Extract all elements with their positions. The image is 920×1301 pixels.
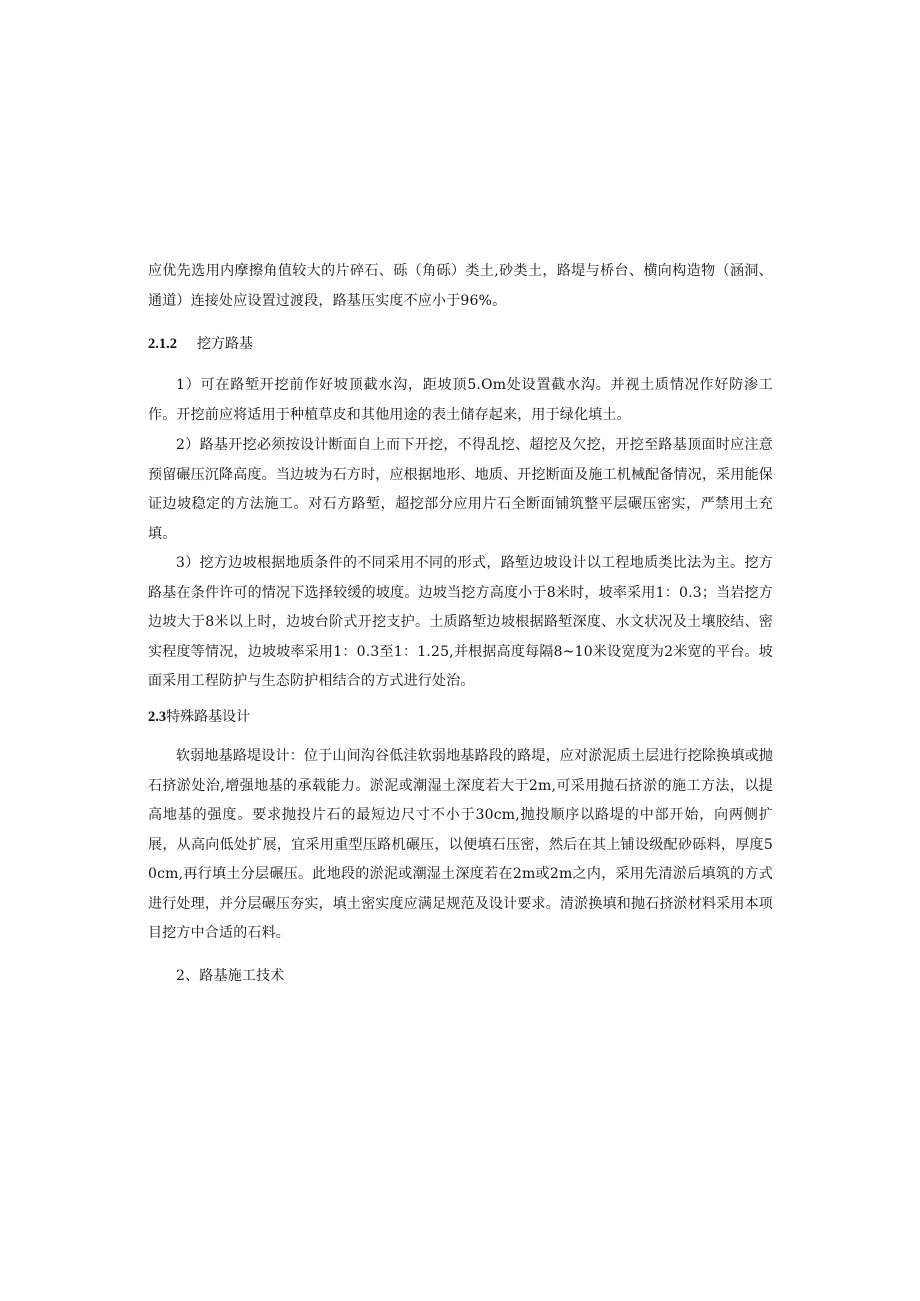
- section-heading-2: 2、路基施工技术: [176, 968, 285, 984]
- section-heading-2-3: [148, 707, 250, 727]
- section-title: 特殊路基设计: [166, 709, 251, 725]
- list-item-2: 2）路基开挖必须按设计断面自上而下开挖，不得乱挖、超挖及欠挖，开挖至路基顶面时应注意预留碾压沉降高度。当边坡为石方时，应根据地形、地质、开挖断面及施工机械配备情况，采用能保证边坡稳定的方法施工。对石方路堑，超挖部分应用片石全断面铺筑整平层碾压密实，严禁用土充填。: [148, 437, 773, 542]
- soft-foundation-paragraph: 软弱地基路堤设计：位于山间沟谷低洼软弱地基路段的路堤，应对淤泥质土层进行挖除换填或抛石挤淤处治,增强地基的承载能力。淤泥或潮湿土深度若大于2m,可采用抛石挤淤的施工方法，以提高地基的强度。要求抛投片石的最短边尺寸不小于30cm,抛投顺序以路堤的中部开始，向两侧扩展，从高向低处扩展，宜采用重型压路机碾压，以便填石压密，然后在其上铺设级配砂砾料，厚度50cm,再行填土分层碾压。此地段的淤泥或潮湿土深度若在2m或2m之内，采用先清淤后填筑的方式进行处理，并分层碾压夯实，填土密实度应满足规范及设计要求。清淤换填和抛石挤淤材料采用本项目挖方中合适的石料。: [148, 748, 773, 941]
- list-item-1: 1）可在路堑开挖前作好坡顶截水沟，距坡顶5.Om处设置截水沟。并视土质情况作好防渗工作。开挖前应将适用于种植草皮和其他用途的表土储存起来，用于绿化填土。: [148, 377, 773, 423]
- list-item-3: 3）挖方边坡根据地质条件的不同采用不同的形式，路堑边坡设计以工程地质类比法为主。挖方路基在条件许可的情况下选择较缓的坡度。边坡当挖方高度小于8米时，坡率采用1：0.3；当岩挖方边坡大于8米以上时，边坡台阶式开挖支护。土质路堑边坡根据路堑深度、水文状况及土壤胶结、密实程度等情况，边坡坡率采用1：0.3至1：1.25,并根据高度每隔8~10米设宽度为2米宽的平台。坡面采用工程防护与生态防护相结合的方式进行处治。: [148, 555, 773, 689]
- section-number: 2.1.2: [148, 336, 177, 352]
- section-number: 2.3: [148, 709, 167, 725]
- continuation-paragraph: 应优先选用内摩擦角值较大的片碎石、砾（角砾）类土,砂类土，路堤与桥台、横向构造物（涵洞、通道）连接处应设置过渡段，路基压实度不应小于96%。: [148, 263, 773, 309]
- section-title: 挖方路基: [197, 336, 253, 352]
- section-heading-2-1-2: [148, 334, 253, 354]
